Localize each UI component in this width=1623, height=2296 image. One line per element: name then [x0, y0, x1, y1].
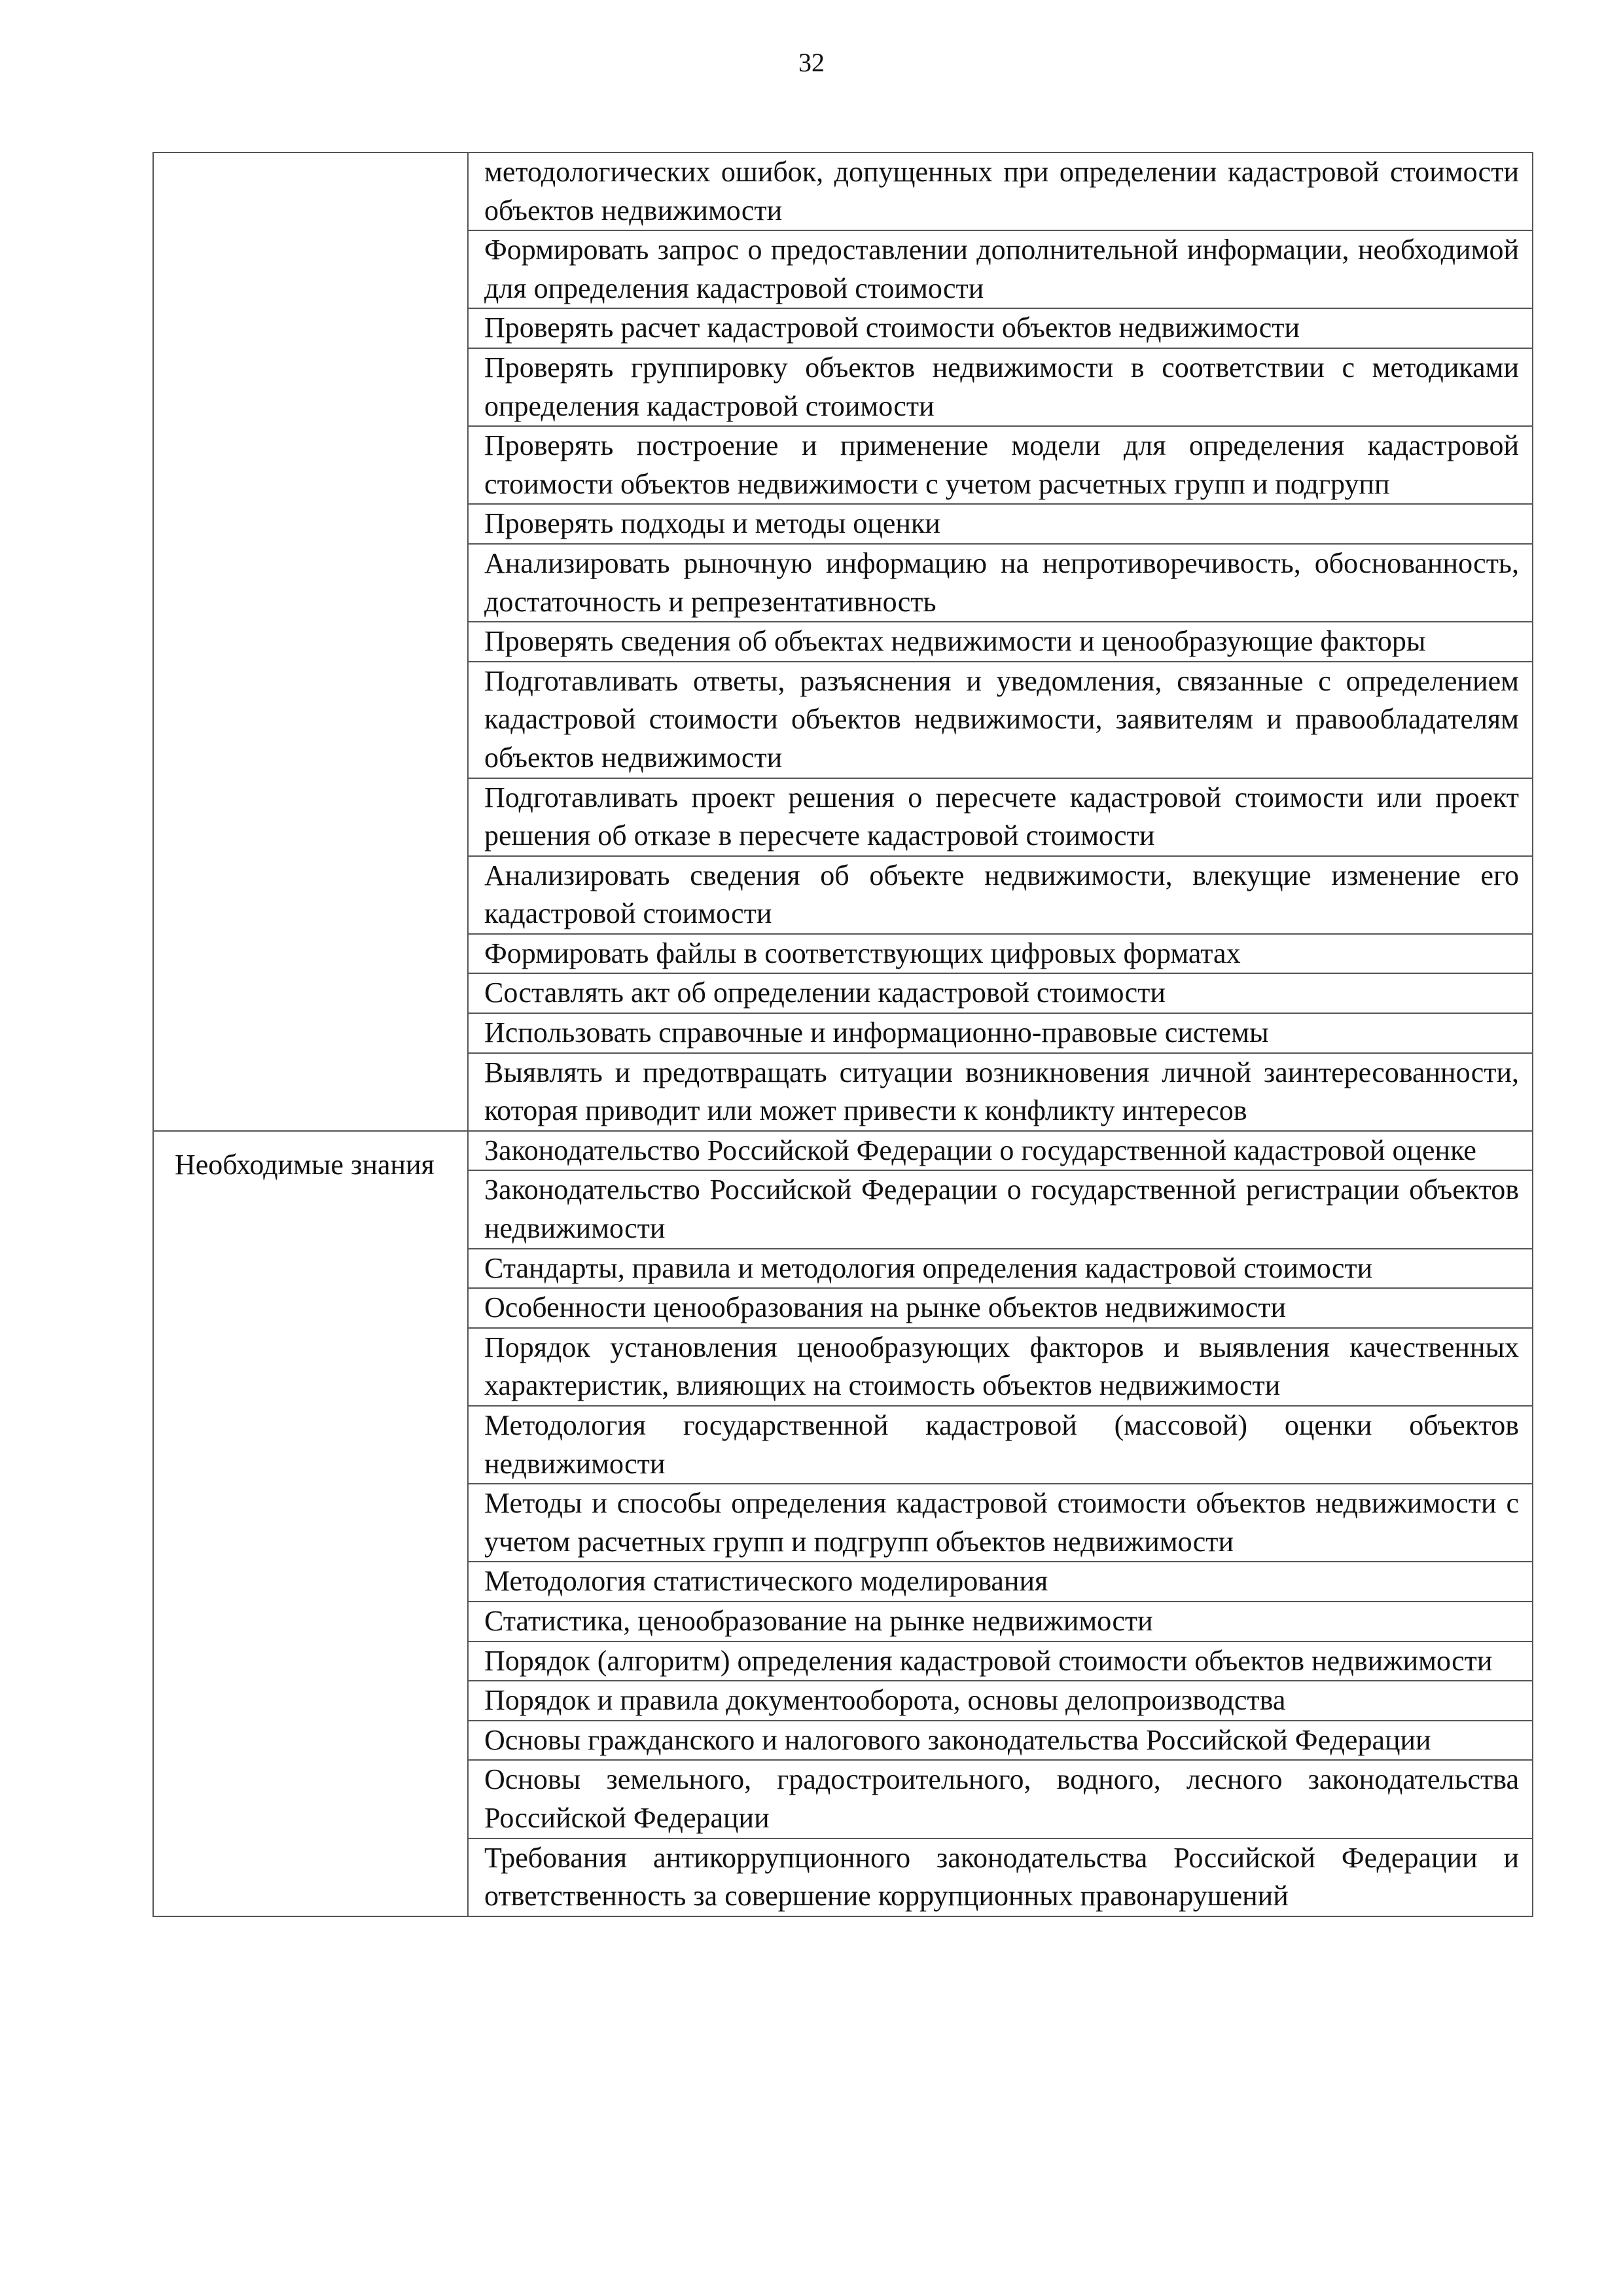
list-item: Проверять группировку объектов недвижимости в соответствии с методиками определения кадастровой стоимости: [469, 348, 1532, 425]
list-item: Анализировать сведения об объекте недвижимости, влекущие изменение его кадастровой стоимости: [469, 855, 1532, 933]
list-item: Статистика, ценообразование на рынке недвижимости: [469, 1601, 1532, 1641]
list-item: Составлять акт об определении кадастровой стоимости: [469, 973, 1532, 1013]
list-item: Проверять сведения об объектах недвижимости и ценообразующие факторы: [469, 621, 1532, 661]
list-item: Законодательство Российской Федерации о государственной регистрации объектов недвижимости: [469, 1170, 1532, 1247]
list-item: Подготавливать проект решения о пересчете кадастровой стоимости или проект решения об отказе в пересчете кадастровой стоимости: [469, 778, 1532, 855]
list-item: Проверять расчет кадастровой стоимости объектов недвижимости: [469, 308, 1532, 348]
list-item: Методология статистического моделирования: [469, 1561, 1532, 1601]
items-cell: [468, 1131, 1533, 1916]
category-cell: Необходимые знания: [153, 1131, 468, 1916]
list-item: Методология государственной кадастровой (массовой) оценки объектов недвижимости: [469, 1405, 1532, 1483]
list-item: Использовать справочные и информационно-правовые системы: [469, 1013, 1532, 1052]
list-item: Основы земельного, градостроительного, водного, лесного законодательства Российской Федерации: [469, 1759, 1532, 1837]
table-row-skills: [153, 152, 1533, 1131]
list-item: Стандарты, правила и методология определения кадастровой стоимости: [469, 1248, 1532, 1288]
list-item: Выявлять и предотвращать ситуации возникновения личной заинтересованности, которая приводит или может привести к конфликту интересов: [469, 1052, 1532, 1130]
list-item: Формировать файлы в соответствующих цифровых форматах: [469, 933, 1532, 973]
list-item: Порядок и правила документооборота, основы делопроизводства: [469, 1680, 1532, 1720]
list-item: Основы гражданского и налогового законодательства Российской Федерации: [469, 1720, 1532, 1760]
list-item: Порядок установления ценообразующих факторов и выявления качественных характеристик, влияющих на стоимость объектов недвижимости: [469, 1327, 1532, 1405]
list-item: Порядок (алгоритм) определения кадастровой стоимости объектов недвижимости: [469, 1641, 1532, 1681]
list-item: Особенности ценообразования на рынке объектов недвижимости: [469, 1287, 1532, 1327]
requirements-table: [152, 152, 1533, 1917]
list-item: Требования антикоррупционного законодательства Российской Федерации и ответственность за совершение коррупционных правонарушений: [469, 1838, 1532, 1916]
list-item: Формировать запрос о предоставлении дополнительной информации, необходимой для определения кадастровой стоимости: [469, 230, 1532, 308]
table-row-knowledge: [153, 1131, 1533, 1916]
list-item: Проверять подходы и методы оценки: [469, 503, 1532, 543]
list-item: Анализировать рыночную информацию на непротиворечивость, обоснованность, достаточность и репрезентативность: [469, 543, 1532, 621]
list-item: методологических ошибок, допущенных при определении кадастровой стоимости объектов недвижимости: [484, 156, 1519, 226]
items-cell: [468, 152, 1533, 1131]
list-item: Подготавливать ответы, разъяснения и уведомления, связанные с определением кадастровой стоимости объектов недвижимости, заявителям и правообладателям объектов недвижимости: [469, 661, 1532, 778]
list-item: Законодательство Российской Федерации о государственной кадастровой оценке: [484, 1134, 1476, 1166]
list-item: Проверять построение и применение модели для определения кадастровой стоимости объектов недвижимости с учетом расчетных групп и подгрупп: [469, 425, 1532, 503]
page-number: 32: [798, 48, 825, 77]
category-cell: [153, 152, 468, 1131]
list-item: Методы и способы определения кадастровой стоимости объектов недвижимости с учетом расчетных групп и подгрупп объектов недвижимости: [469, 1483, 1532, 1561]
